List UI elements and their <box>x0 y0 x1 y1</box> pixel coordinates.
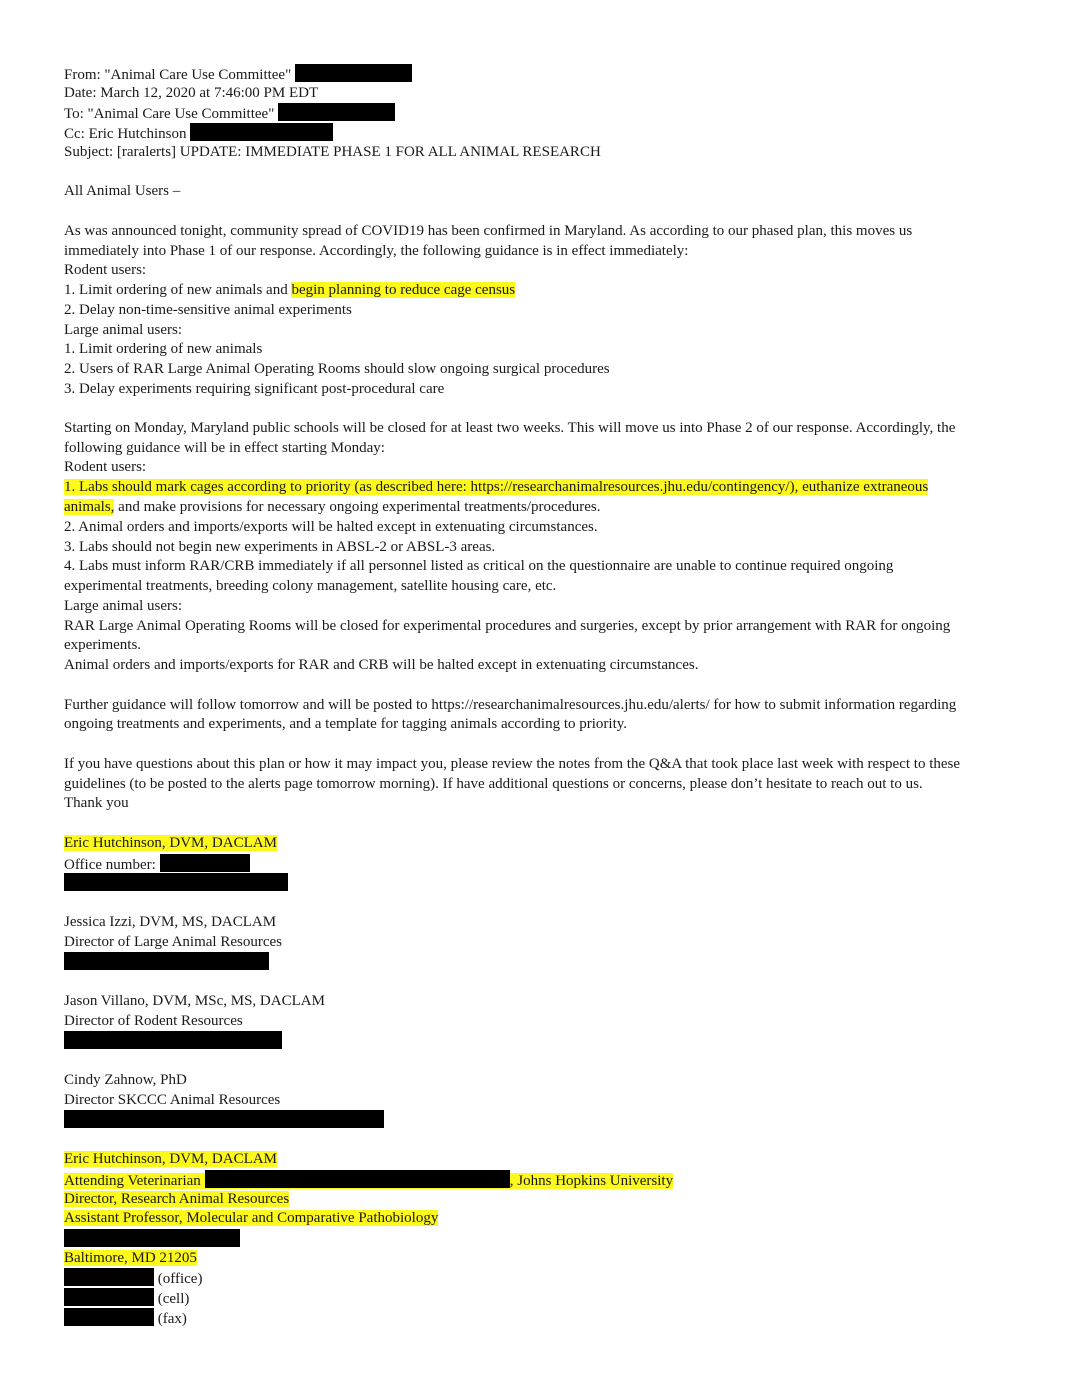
footer-fax <box>64 1308 187 1330</box>
thanks: Thank you <box>64 795 129 811</box>
phase2-large-heading: Large animal users: <box>64 598 183 614</box>
questions-line1: If you have questions about this plan or how it may impact you, please review the notes from the Q&A that took place last week with respect to these <box>64 756 961 772</box>
phase1-rodent-item-1 <box>64 281 515 301</box>
highlighted-text: begin planning to reduce cage census <box>291 282 516 298</box>
highlighted-text: Assistant Professor, Molecular and Comparative Pathobiology <box>64 1210 439 1226</box>
item-text: and make provisions for necessary ongoing experimental treatments/procedures. <box>114 499 601 515</box>
header-from <box>64 64 412 86</box>
phase2-rodent-item-1b <box>64 498 601 518</box>
header-subject: Subject: [raralerts] UPDATE: IMMEDIATE PHASE 1 FOR ALL ANIMAL RESEARCH <box>64 144 601 160</box>
footer-title1 <box>64 1170 673 1192</box>
office-label: Office number: <box>64 857 156 873</box>
redaction-bar <box>205 1170 510 1188</box>
highlighted-text: , Johns Hopkins University <box>509 1173 674 1189</box>
phase1-large-item-1: 1. Limit ordering of new animals <box>64 341 263 357</box>
redaction-bar <box>64 1288 154 1306</box>
highlighted-text: 1. Labs should mark cages according to priority (as described here: https://researchanimalresources.jhu.edu/contingency/), euthanize extraneous <box>64 479 929 495</box>
redaction-bar <box>190 123 333 141</box>
phase1-large-item-3: 3. Delay experiments requiring significant post-procedural care <box>64 381 445 397</box>
redaction-bar <box>64 1229 240 1247</box>
redaction-bar <box>64 1268 154 1286</box>
redaction-bar <box>64 873 288 891</box>
questions-line2: guidelines (to be posted to the alerts page tomorrow morning). If have additional questions or concerns, please don’t hesitate to reach out to us. <box>64 776 923 792</box>
phase2-rodent-item-1a <box>64 478 928 498</box>
phase2-rodent-item-4b: experimental treatments, breeding colony management, satellite housing care, etc. <box>64 578 557 594</box>
phase2-rodent-item-2: 2. Animal orders and imports/exports will be halted except in extenuating circumstances. <box>64 519 598 535</box>
redaction-bar <box>64 952 269 970</box>
further-line1: Further guidance will follow tomorrow and will be posted to https://researchanimalresources.jhu.edu/alerts/ for how to submit information regarding <box>64 697 957 713</box>
phase2-rodent-item-4a: 4. Labs must inform RAR/CRB immediately if all personnel listed as critical on the questionnaire are unable to continue required ongoing <box>64 558 894 574</box>
header-cc-text: Cc: Eric Hutchinson <box>64 126 187 142</box>
phase2-intro-line1: Starting on Monday, Maryland public schools will be closed for at least two weeks. This will move us into Phase 2 of our response. Accordingly, the <box>64 420 956 436</box>
highlighted-text: Director, Research Animal Resources <box>64 1191 290 1207</box>
sig4-title: Director SKCCC Animal Resources <box>64 1092 281 1108</box>
footer-cell-phone <box>64 1288 189 1310</box>
header-from-text: From: "Animal Care Use Committee" <box>64 67 292 83</box>
header-to <box>64 103 395 125</box>
highlighted-text: Eric Hutchinson, DVM, DACLAM <box>64 835 277 851</box>
phone-label: (fax) <box>154 1311 187 1327</box>
greeting: All Animal Users – <box>64 183 181 199</box>
highlighted-text: Eric Hutchinson, DVM, DACLAM <box>64 1151 277 1167</box>
phone-label: (office) <box>154 1271 203 1287</box>
header-date: Date: March 12, 2020 at 7:46:00 PM EDT <box>64 85 319 101</box>
redaction-bar <box>64 1110 384 1128</box>
sig2-title: Director of Large Animal Resources <box>64 934 282 950</box>
footer-name <box>64 1150 277 1170</box>
phase1-rodent-heading: Rodent users: <box>64 262 147 278</box>
sig1-name <box>64 834 277 854</box>
footer-title3 <box>64 1209 438 1229</box>
redaction-bar <box>278 103 395 121</box>
phase1-rodent-item-2: 2. Delay non-time-sensitive animal experiments <box>64 302 352 318</box>
phone-label: (cell) <box>154 1291 190 1307</box>
further-line2: ongoing treatments and experiments, and a template for tagging animals according to priority. <box>64 716 628 732</box>
phase2-large-item-2: Animal orders and imports/exports for RAR and CRB will be halted except in extenuating circumstances. <box>64 657 699 673</box>
phase2-rodent-item-3: 3. Labs should not begin new experiments in ABSL-2 or ABSL-3 areas. <box>64 539 496 555</box>
phase2-large-item-1b: experiments. <box>64 637 142 653</box>
highlight-gap <box>201 1173 510 1189</box>
sig2-name: Jessica Izzi, DVM, MS, DACLAM <box>64 914 277 930</box>
highlighted-text: Attending Veterinarian <box>64 1173 201 1189</box>
redaction-bar <box>64 1031 282 1049</box>
footer-city <box>64 1249 197 1269</box>
phase2-large-item-1a: RAR Large Animal Operating Rooms will be closed for experimental procedures and surgeries, except by prior arrangement with RAR for ongoing <box>64 618 951 634</box>
redaction-bar <box>295 64 412 82</box>
highlighted-text: Baltimore, MD 21205 <box>64 1250 197 1266</box>
phase2-rodent-heading: Rodent users: <box>64 459 147 475</box>
redaction-bar <box>64 1308 154 1326</box>
sig4-name: Cindy Zahnow, PhD <box>64 1072 187 1088</box>
phase2-intro-line2: following guidance will be in effect starting Monday: <box>64 440 385 456</box>
header-cc <box>64 123 333 145</box>
highlighted-text: animals, <box>64 499 115 515</box>
phase1-large-item-2: 2. Users of RAR Large Animal Operating Rooms should slow ongoing surgical procedures <box>64 361 610 377</box>
header-to-text: To: "Animal Care Use Committee" <box>64 106 275 122</box>
phase1-intro-line2: immediately into Phase 1 of our response. Accordingly, the following guidance is in effect immediately: <box>64 243 689 259</box>
footer-title2 <box>64 1190 289 1210</box>
phase1-intro-line1: As was announced tonight, community spread of COVID19 has been confirmed in Maryland. As according to our phased plan, this moves us <box>64 223 913 239</box>
redaction-bar <box>160 854 250 872</box>
footer-office-phone <box>64 1268 202 1290</box>
sig3-name: Jason Villano, DVM, MSc, MS, DACLAM <box>64 993 325 1009</box>
item-text: 1. Limit ordering of new animals and <box>64 282 292 298</box>
sig3-title: Director of Rodent Resources <box>64 1013 243 1029</box>
phase1-large-heading: Large animal users: <box>64 322 183 338</box>
